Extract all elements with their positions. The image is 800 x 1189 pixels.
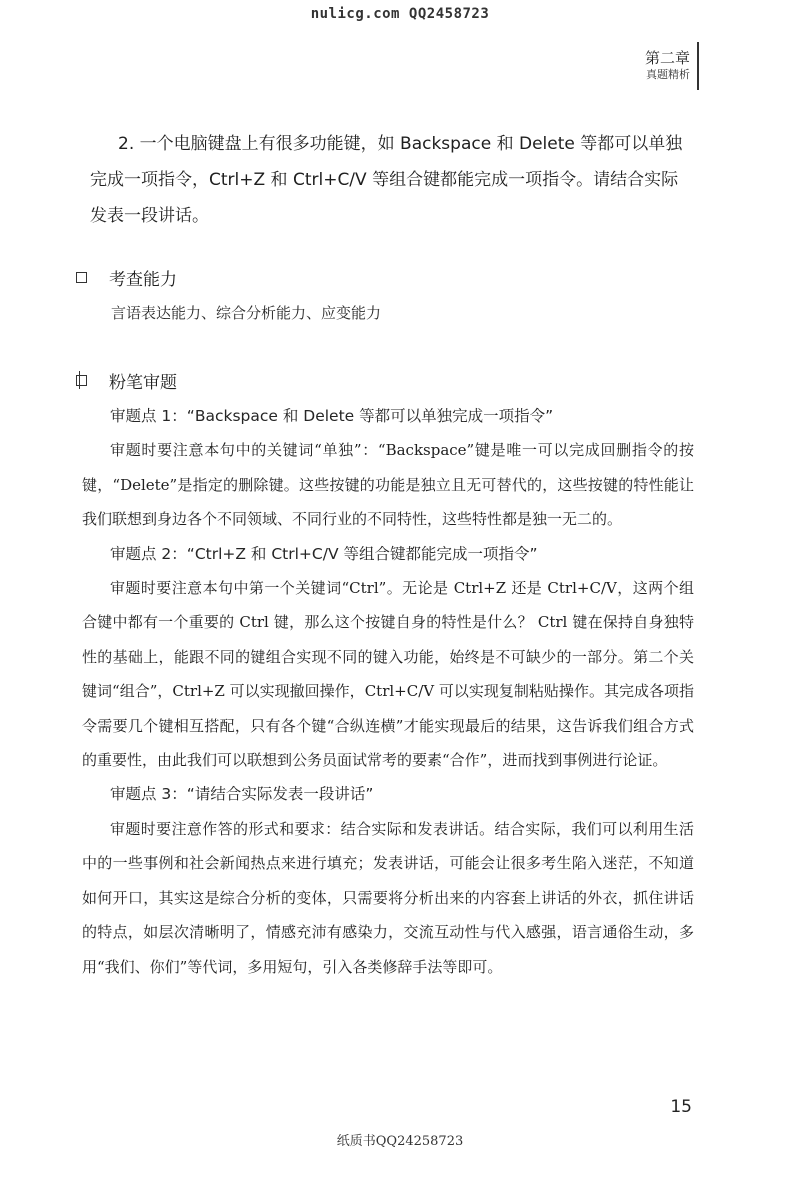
analysis-paragraph: 审题时要注意本句中的关键词“单独”：“Backspace”键是唯一可以完成回删指令的按键，“Delete”是指定的删除键。这些按键的功能是独立且无可替代的，这些按键的特性能让我们联想到身边各个不同领域、不同行业的不同特性，这些特性都是独一无二的。 [82, 441, 694, 529]
top-watermark: nulicg.com QQ2458723 [310, 6, 490, 22]
analysis-point: 审题点 2：“Ctrl+Z 和 Ctrl+C/V 等组合键都能完成一项指令” [110, 544, 538, 563]
running-head-rule [697, 42, 699, 90]
analysis-point: 审题点 3：“请结合实际发表一段讲话” [110, 785, 374, 804]
chapter-label: 第二章 [644, 49, 690, 67]
section-title-ability: 考查能力 [109, 270, 177, 290]
analysis-paragraph: 审题时要注意本句中第一个关键词“Ctrl”。无论是 Ctrl+Z 还是 Ctrl+C/V，这两个组合键中都有一个重要的 Ctrl 键，那么这个按键自身的特性是什么？ Ctrl 键在保持自身独特性的基础上，能跟不同的键组合实现不同的键入功能，始终是不可缺少的一部分。第二个关键词“组合”，Ctrl+Z 可以实现撤回操作，Ctrl+C/V 可以实现复制粘贴操作。其完成各项指令需要几个键相互搭配，只有各个键“合纵连横”才能实现最后的结果，这告诉我们组合方式的重要性，由此我们可以联想到公务员面试常考的要素“合作”，进而找到事例进行论证。 [82, 579, 694, 770]
square-bullet-icon [76, 272, 87, 283]
section-ability [76, 265, 177, 290]
running-head [645, 48, 690, 83]
question-text: 2. 一个电脑键盘上有很多功能键，如 Backspace 和 Delete 等都可以单独完成一项指令，Ctrl+Z 和 Ctrl+C/V 等组合键都能完成一项指令。请结合实际发表一段讲话。 [90, 134, 683, 226]
page-number: 15 [670, 1097, 692, 1117]
bottom-watermark: 纸质书QQ24258723 [336, 1134, 464, 1149]
section-analysis [76, 368, 177, 393]
analysis-point: 审题点 1：“Backspace 和 Delete 等都可以单独完成一项指令” [110, 407, 554, 425]
pen-bullet-icon [76, 375, 87, 386]
analysis-body [82, 399, 694, 984]
chapter-subtitle: 真题精析 [646, 68, 690, 82]
analysis-paragraph: 审题时要注意作答的形式和要求：结合实际和发表讲话。结合实际，我们可以利用生活中的一些事例和社会新闻热点来进行填充；发表讲话，可能会让很多考生陷入迷茫，不知道如何开口，其实这是综合分析的变体，只需要将分析出来的内容套上讲话的外衣，抓住讲话的特点，如层次清晰明了，情感充沛有感染力，交流互动性与代入感强，语言通俗生动，多用“我们、你们”等代词，多用短句，引入各类修辞手法等即可。 [82, 819, 694, 976]
ability-list: 言语表达能力、综合分析能力、应变能力 [111, 304, 382, 322]
section-title-analysis: 粉笔审题 [109, 373, 177, 393]
